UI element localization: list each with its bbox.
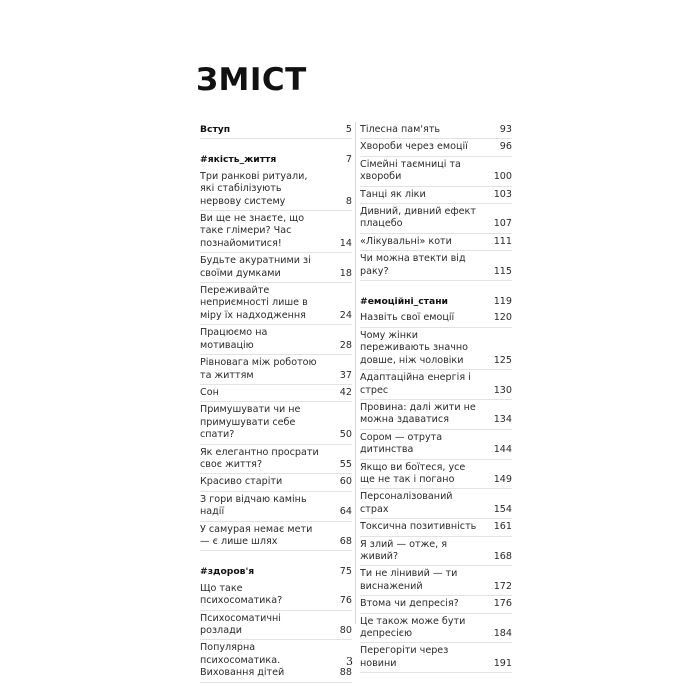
entry-page: 161 — [493, 521, 512, 533]
toc-section-heading — [200, 564, 352, 580]
entry-page: 172 — [493, 580, 512, 592]
entry-title: «Лікувальні» коти — [360, 235, 452, 247]
toc-entry — [360, 566, 512, 596]
toc-entry — [360, 643, 512, 673]
column-divider — [355, 122, 356, 624]
toc-entry — [200, 640, 352, 682]
entry-title: Красиво старіти — [200, 476, 283, 488]
entry-page: 134 — [493, 414, 512, 426]
toc-entry — [360, 614, 512, 644]
toc-entry — [360, 328, 512, 370]
toc-entry — [360, 400, 512, 430]
toc-entry — [360, 157, 512, 187]
toc-section-heading — [200, 152, 352, 168]
entry-page: 68 — [339, 535, 352, 547]
entry-title: Ти не лінивий — ти виснажений — [360, 568, 458, 592]
entry-page: 18 — [339, 267, 352, 279]
entry-title: Тілесна пам'ять — [360, 124, 441, 135]
entry-title: Танці як ліки — [360, 188, 426, 200]
entry-title: З гори відчаю камінь надії — [200, 493, 307, 518]
toc-section-heading — [360, 294, 512, 310]
toc-entry — [200, 385, 352, 402]
section-title: #якість_життя — [200, 154, 277, 166]
entry-title: Сон — [200, 386, 219, 398]
entry-page: 60 — [339, 476, 352, 488]
toc-entry — [200, 253, 352, 283]
entry-page: 37 — [339, 369, 352, 381]
entry-page: 149 — [493, 473, 512, 485]
toc-entry — [200, 325, 352, 355]
entry-page: 88 — [339, 667, 352, 679]
entry-title: Що таке психосоматика? — [200, 582, 283, 607]
toc-entry — [360, 204, 512, 234]
entry-title: Чому жінки переживають значно довше, ніж чоловіки — [360, 329, 469, 366]
toc-entry — [200, 169, 352, 211]
entry-page: 120 — [493, 312, 512, 324]
entry-title: Чи можна втекти від раку? — [360, 253, 466, 277]
entry-title: Адаптаційна енергія і стрес — [360, 372, 471, 396]
entry-title: У самурая немає мети — є лише шлях — [200, 523, 313, 547]
entry-page: 93 — [499, 124, 512, 135]
entry-title: Будьте акуратними зі своїми думками — [200, 255, 311, 279]
entry-title: Примушувати чи не примушувати себе спати? — [200, 404, 301, 441]
toc-entry — [200, 611, 352, 641]
toc-entry — [200, 355, 352, 385]
entry-page: 64 — [339, 506, 352, 518]
toc-entry — [360, 122, 512, 139]
toc-entry — [200, 283, 352, 325]
toc-left-column — [200, 122, 352, 683]
entry-title: Персоналізований страх — [360, 491, 453, 515]
entry-page: 191 — [493, 657, 512, 669]
entry-page: 103 — [493, 188, 512, 200]
toc-entry — [200, 402, 352, 444]
section-title: #здоров'я — [200, 566, 255, 578]
entry-page: 144 — [493, 444, 512, 456]
entry-title: Якщо ви боїтеся, усе ще не так і погано — [360, 461, 466, 485]
entry-page: 168 — [493, 550, 512, 562]
entry-page: 42 — [339, 386, 352, 398]
section-page: 7 — [345, 154, 352, 166]
entry-page: 14 — [339, 237, 352, 249]
toc-entry — [360, 310, 512, 327]
entry-page: 50 — [339, 429, 352, 441]
toc-entry — [200, 211, 352, 253]
entry-title: Втома чи депресія? — [360, 598, 459, 610]
entry-title: Ви ще не знаєте, що таке глімери? Час познайомитися! — [200, 213, 305, 249]
entry-title: Сором — отрута дитинства — [360, 431, 443, 456]
entry-page: 28 — [339, 339, 352, 351]
entry-page: 5 — [345, 124, 352, 135]
section-page: 119 — [493, 296, 512, 308]
toc-right-column — [360, 122, 512, 673]
entry-page: 176 — [493, 598, 512, 610]
toc-entry — [360, 430, 512, 460]
entry-title: Три ранкові ритуали, які стабілізують нервову систему — [200, 170, 308, 207]
toc-entry — [360, 537, 512, 567]
entry-page: 115 — [493, 265, 512, 277]
entry-title: Переживайте неприємності лише в міру їх надходження — [200, 285, 308, 321]
entry-title: Сімейні таємниці та хвороби — [360, 158, 461, 183]
entry-title: Перегоріти через новини — [360, 645, 449, 669]
toc-entry — [200, 492, 352, 522]
entry-title: Провина: далі жити не можна здаватися — [360, 401, 476, 426]
entry-page: 24 — [339, 309, 352, 321]
entry-page: 184 — [493, 628, 512, 639]
entry-page: 100 — [493, 171, 512, 183]
toc-entry — [360, 596, 512, 613]
toc-entry — [360, 251, 512, 281]
entry-page: 107 — [493, 218, 512, 230]
page-number: 3 — [346, 655, 353, 668]
toc-entry-intro — [200, 122, 352, 139]
entry-page: 96 — [499, 141, 512, 153]
entry-page: 125 — [493, 354, 512, 366]
entry-title: Рівновага між роботою та життям — [200, 357, 317, 381]
toc-entry — [200, 581, 352, 611]
toc-entry — [200, 445, 352, 475]
page-title: ЗМІСТ — [196, 62, 307, 98]
entry-page: 111 — [493, 235, 512, 247]
toc-entry — [360, 519, 512, 536]
toc-entry — [360, 187, 512, 204]
entry-title: Працюємо на мотивацію — [200, 327, 268, 351]
entry-title: Токсична позитивність — [360, 521, 477, 533]
toc-entry — [200, 474, 352, 491]
toc-entry — [200, 522, 352, 552]
toc-entry — [360, 234, 512, 251]
entry-title: Популярна психосоматика. Виховання дітей — [200, 642, 285, 679]
toc-entry — [360, 460, 512, 490]
entry-title: Хвороби через емоції — [360, 141, 468, 153]
entry-page: 76 — [339, 595, 352, 607]
entry-page: 8 — [345, 195, 352, 207]
entry-title: Я злий — отже, я живий? — [360, 538, 447, 562]
entry-title: Це також може бути депресією — [360, 615, 466, 639]
entry-page: 130 — [493, 384, 512, 396]
toc-entry — [360, 139, 512, 156]
entry-title: Дивний, дивний ефект плацебо — [360, 206, 476, 230]
section-page: 75 — [339, 566, 352, 578]
entry-page: 55 — [339, 458, 352, 470]
section-title: #емоційні_стани — [360, 296, 448, 308]
entry-title: Як елегантно просрати своє життя? — [200, 446, 319, 470]
entry-page: 154 — [493, 503, 512, 515]
toc-entry — [360, 370, 512, 400]
toc-entry — [360, 489, 512, 519]
entry-title: Вступ — [200, 124, 231, 135]
entry-page: 80 — [339, 625, 352, 636]
entry-title: Назвіть свої емоції — [360, 312, 455, 324]
entry-title: Психосоматичні розлади — [200, 612, 281, 636]
